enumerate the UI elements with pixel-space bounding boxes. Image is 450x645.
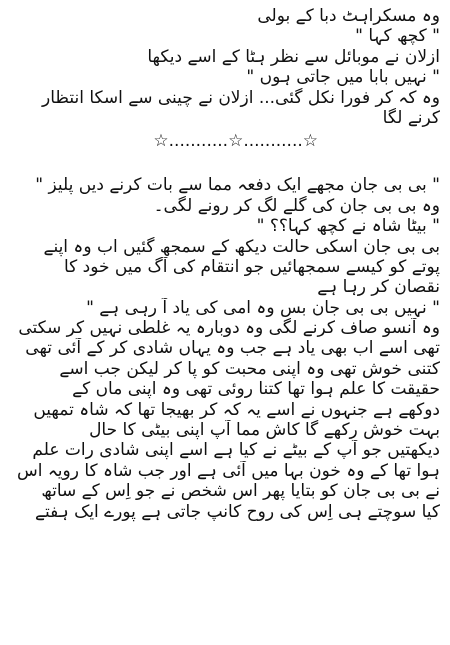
text-line: بہت خوش رکھے گا کاش مما آپ اپنی بیٹی کا حال bbox=[89, 420, 440, 441]
text-line: وہ کہ کر فورا نکل گئی... ازلان نے چینی سے اسکا انتظار bbox=[42, 87, 440, 108]
text-line: بی بی جان اسکی حالت دیکھ کے سمجھ گئیں اب وہ اپنے bbox=[43, 236, 440, 257]
paragraph-block-2 bbox=[10, 175, 440, 522]
text-line: کتنی خوش تھی وہ اپنی محبت کو پا کر لیکن جب اسے bbox=[59, 358, 440, 379]
scene-separator: ☆...........☆...........☆ bbox=[153, 131, 318, 152]
text-line: " نہیں بی بی جان بس وہ امی کی یاد آ رہی ہے " bbox=[86, 297, 440, 318]
text-line: ہوا تھا کے وہ خون بہا میں آئی ہے اور جب شاہ کا رویہ اس bbox=[16, 460, 440, 481]
text-line: ازلان نے موبائل سے نظر ہٹا کے اسے دیکھا bbox=[147, 46, 440, 67]
text-line: نے بی بی جان کو بتایا پھر اس شخص نے جو اِس کے ساتھ bbox=[41, 481, 440, 502]
text-line: " کچھ کہا " bbox=[355, 26, 440, 47]
text-line: وہ بی بی جان کی گلے لگ کر رونے لگی۔ bbox=[153, 195, 440, 216]
blank-line bbox=[10, 155, 440, 175]
text-line: " نہیں بابا میں جاتی ہوں " bbox=[246, 67, 440, 88]
text-line: " بی بی جان مجھے ایک دفعہ مما سے بات کرنے دیں پلیز " bbox=[35, 175, 440, 196]
paragraph-block-1 bbox=[10, 6, 440, 128]
text-line: حقیقت کا علم ہوا تھا کتنا روئی تھی وہ اپنی ماں کے bbox=[72, 379, 440, 400]
text-line: نقصان کر رہا ہے bbox=[317, 277, 440, 298]
text-line: پوتے کو کیسے سمجھائیں جو انتقام کی آگ میں خود کا bbox=[63, 256, 440, 277]
text-line: دوکھے ہے جنہوں نے اسے یہ کہ کر بھیجا تھا کہ شاہ تمھیں bbox=[33, 399, 440, 420]
text-line: وہ مسکراہٹ دبا کے بولی bbox=[257, 6, 440, 26]
text-line: کیا سوچتے ہی اِس کی روح کانپ جاتی ہے پورے ایک ہفتے bbox=[35, 501, 440, 522]
text-line: وہ آنسو صاف کرنے لگی وہ دوبارہ یہ غلطی نہیں کر سکتی bbox=[18, 318, 440, 339]
text-line: کرنے لگا bbox=[382, 107, 440, 128]
text-line: دیکھتیں جو آپ کے بیٹے نے کیا ہے اسے اپنی شادی رات علم bbox=[32, 440, 440, 461]
text-line: " بیٹا شاہ نے کچھ کہا؟؟ " bbox=[256, 216, 440, 237]
text-line: تھی اسے اب بھی یاد ہے جب وہ یہاں شادی کر کے آئی تھی bbox=[25, 338, 440, 359]
